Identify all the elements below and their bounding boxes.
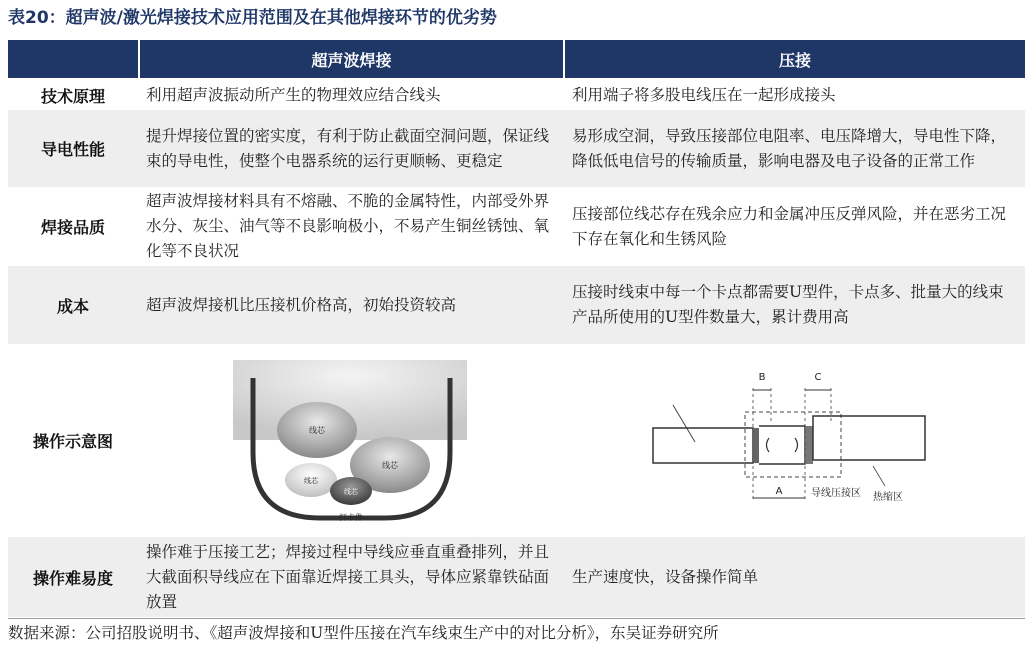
heat-shrink-pointer <box>873 466 885 486</box>
header-blank <box>8 40 138 78</box>
cell-quality-ultrasonic: 超声波焊接材料具有不熔融、不脆的金属特性，内部受外界水分、灰尘、油气等不良影响极小，不易产生铜丝锈蚀、氧化等不良状况 <box>146 192 550 260</box>
label-heat-shrink: 热缩区 <box>873 492 903 503</box>
label-c: C <box>814 372 822 383</box>
wire-bundle-left <box>753 428 759 463</box>
cell-principle-ultrasonic: 利用超声波振动所产生的物理效应结合线头 <box>146 85 441 104</box>
wire-insulation-left <box>653 428 753 463</box>
cell-cost-crimping: 压接时线束中每一个卡点都需要U型件，卡点多、批量大的线束产品所使用的U型件数量大，累计费用高 <box>572 283 1004 326</box>
column-header-ultrasonic: 超声波焊接 <box>140 40 563 78</box>
label-b: B <box>758 372 766 383</box>
column-header-crimping: 压接 <box>565 40 1025 78</box>
wire-bundle-right <box>805 426 813 464</box>
clip-label: 打卡件 <box>339 513 363 522</box>
table-title: 表20：超声波/激光焊接技术应用范围及在其他焊接环节的优劣势 <box>8 8 497 28</box>
row-label-conductivity: 导电性能 <box>40 140 105 159</box>
wire-label-4: 线芯 <box>344 488 358 496</box>
cell-cost-ultrasonic: 超声波焊接机比压接机价格高，初始投资较高 <box>146 295 457 314</box>
clip-curves <box>767 438 798 452</box>
label-crimp-zone: 导线压接区 <box>811 488 861 499</box>
source-note: 数据来源：公司招股说明书、《超声波焊接和U型件压接在汽车线束生产中的对比分析》，东吴证券研究所 <box>8 624 719 642</box>
label-a: A <box>775 486 783 497</box>
cell-conductivity-ultrasonic: 提升焊接位置的密实度，有利于防止截面空洞问题，保证线束的导电性，使整个电器系统的运行更顺畅、更稳定 <box>146 126 550 170</box>
cell-conductivity-crimping: 易形成空洞，导致压接部位电阻率、电压降增大，导电性下降，降低低电信号的传输质量，影响电器及电子设备的正常工作 <box>572 126 1007 170</box>
ultrasonic-welding-diagram <box>225 358 475 528</box>
row-label-principle: 技术原理 <box>40 86 105 106</box>
row-label-cost: 成本 <box>56 296 89 316</box>
wire-insulation-right <box>813 416 925 460</box>
cell-difficulty-crimping: 生产速度快，设备操作简单 <box>572 567 759 586</box>
pointer-line <box>673 405 695 442</box>
row-label-quality: 焊接品质 <box>40 218 105 237</box>
row-label-difficulty: 操作难易度 <box>32 568 113 588</box>
crimp-region-outline <box>745 412 841 477</box>
wire-label-1: 线芯 <box>309 426 325 435</box>
table-bottom-rule <box>8 618 1025 619</box>
wire-label-2: 线芯 <box>382 461 398 470</box>
row-label-diagram: 操作示意图 <box>32 432 113 451</box>
cell-principle-crimping: 利用端子将多股电线压在一起形成接头 <box>572 85 836 104</box>
cell-difficulty-ultrasonic: 操作难于压接工艺；焊接过程中导线应垂直重叠排列，并且大截面积导线应在下面靠近焊接工具头，导体应紧靠铁砧面放置 <box>146 542 550 611</box>
wire-label-3: 线芯 <box>304 477 318 485</box>
cell-quality-crimping: 压接部位线芯存在残余应力和金属冲压反弹风险，并在恶劣工况下存在氧化和生锈风险 <box>572 204 1007 248</box>
crimping-diagram <box>645 360 935 525</box>
